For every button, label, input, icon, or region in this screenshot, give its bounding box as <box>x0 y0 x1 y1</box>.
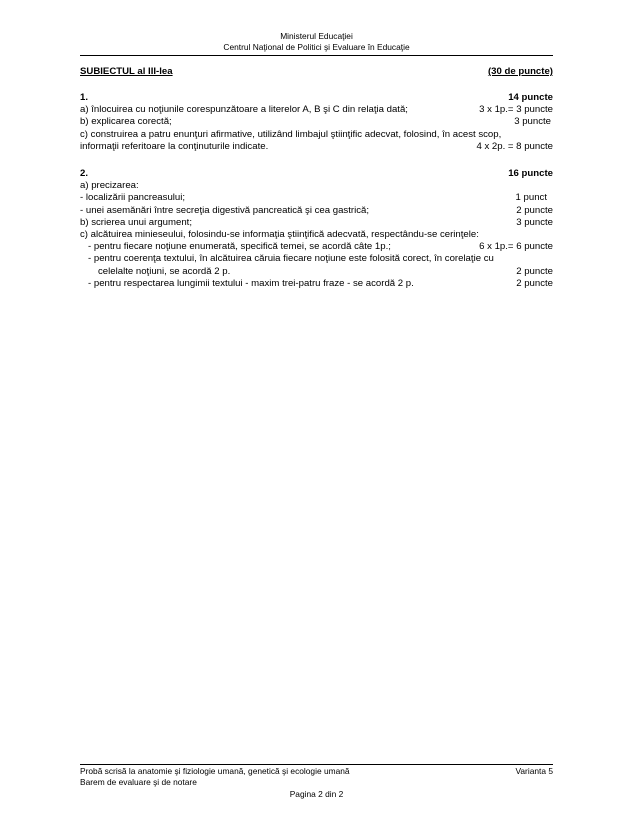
question-2 <box>80 168 553 290</box>
grading-scheme-label: Barem de evaluare şi de notare <box>80 777 197 787</box>
q2-c1-text: - pentru fiecare noţiune enumerată, specifică temei, se acordă câte 1p.; <box>88 241 391 253</box>
q1-item-a <box>80 104 553 116</box>
variant-label: Varianta 5 <box>515 766 553 776</box>
q2-c-text: c) alcătuirea minieseului, folosindu-se informaţia ştiinţifică adecvată, respectându-se cerinţele: <box>80 229 479 241</box>
q2-b-text: b) scrierea unui argument; <box>80 216 192 228</box>
q2-c1-score: 6 x 1p.= 6 puncte <box>479 241 553 253</box>
q1-c-score: 4 x 2p. = 8 puncte <box>476 140 553 152</box>
question-1 <box>80 92 553 153</box>
q2-item-c <box>80 229 553 241</box>
question-1-number: 1. <box>80 92 89 103</box>
q1-a-text: a) înlocuirea cu noţiunile corespunzătoare a literelor A, B şi C din relaţia dată; <box>80 104 408 116</box>
q1-item-b <box>80 116 553 128</box>
q1-c-line2: informaţii referitoare la conţinuturile indicate. <box>80 140 269 152</box>
footer-divider <box>80 764 553 765</box>
q2-item-a1 <box>80 192 553 204</box>
ministry-name: Ministerul Educaţiei <box>280 31 353 41</box>
q2-c3-text: - pentru respectarea lungimii textului - maxim trei-patru fraze - se acordă 2 p. <box>88 277 414 289</box>
question-2-points: 16 puncte <box>508 168 553 179</box>
question-2-header <box>80 168 553 180</box>
q2-item-b <box>80 217 553 229</box>
q2-a-text: a) precizarea: <box>80 180 139 192</box>
q2-c2-line1: - pentru coerenţa textului, în alcătuirea căruia fiecare noţiune este folosită corect, în corelaţie cu <box>88 253 494 265</box>
center-name: Centrul Naţional de Politici şi Evaluare în Educaţie <box>223 42 410 52</box>
subject-points: (30 de puncte) <box>487 66 553 77</box>
subject-heading <box>80 66 553 78</box>
exam-name: Probă scrisă la anatomie şi fiziologie umană, genetică şi ecologie umană <box>80 766 350 776</box>
q1-b-text: b) explicarea corectă; <box>80 116 172 128</box>
q2-item-a2 <box>80 205 553 217</box>
q2-a2-score: 2 puncte <box>516 204 553 216</box>
question-2-number: 2. <box>80 168 89 179</box>
question-1-header <box>80 92 553 104</box>
q2-item-c2-line2 <box>80 266 553 278</box>
q2-c2-line2: celelalte noţiuni, se acordă 2 p. <box>98 265 231 277</box>
document-header <box>80 31 553 53</box>
q2-item-c1 <box>80 241 553 253</box>
q2-item-c2-line1 <box>80 253 553 265</box>
q2-c3-score: 2 puncte <box>516 277 553 289</box>
footer-line-1 <box>80 766 553 777</box>
subject-title: SUBIECTUL al III-lea <box>80 66 173 77</box>
q1-item-c-line1 <box>80 129 553 141</box>
page-number: Pagina 2 din 2 <box>289 789 344 799</box>
q2-item-c3 <box>80 278 553 290</box>
q1-b-score: 3 puncte <box>514 116 551 128</box>
q2-a1-score: 1 punct <box>515 192 547 204</box>
q1-item-c-line2 <box>80 141 553 153</box>
q2-c2-score: 2 puncte <box>516 265 553 277</box>
q2-b-score: 3 puncte <box>516 216 553 228</box>
question-1-points: 14 puncte <box>508 92 553 103</box>
footer-line-2 <box>80 777 553 788</box>
header-divider <box>80 55 553 56</box>
q1-c-line1: c) construirea a patru enunţuri afirmative, utilizând limbajul ştiinţific adecvat, folosind, în acest scop, <box>80 128 502 140</box>
q2-a1-text: - localizării pancreasului; <box>80 192 186 204</box>
document-footer <box>80 766 553 788</box>
q1-a-score: 3 x 1p.= 3 puncte <box>479 104 553 116</box>
q2-a2-text: - unei asemănări între secreţia digestivă pancreatică şi cea gastrică; <box>80 204 370 216</box>
q2-item-a <box>80 180 553 192</box>
